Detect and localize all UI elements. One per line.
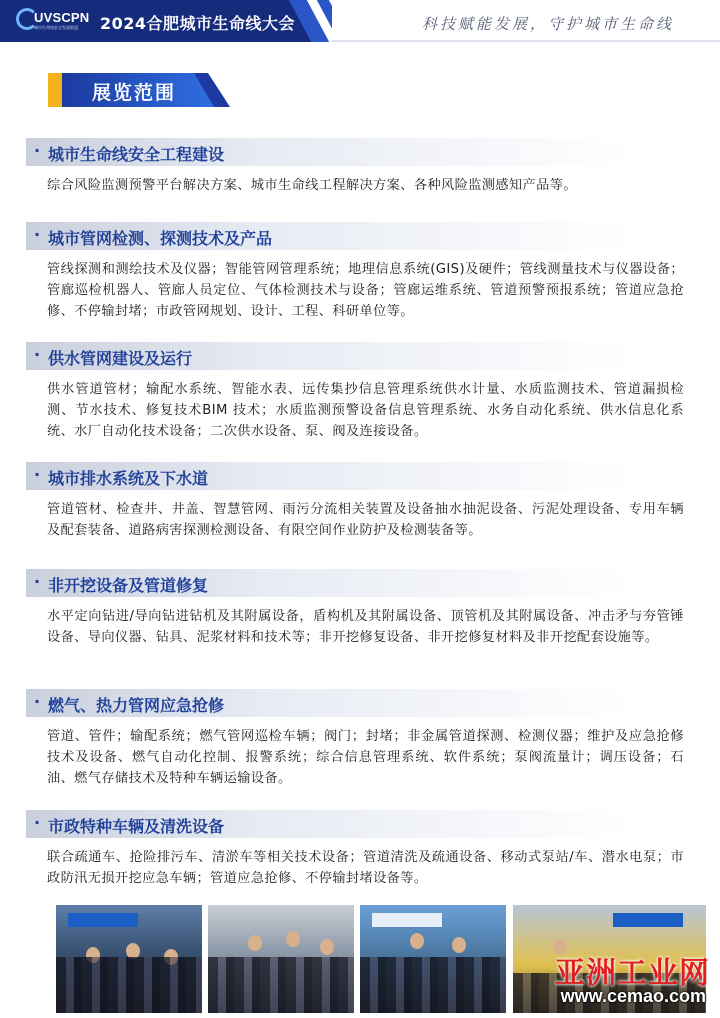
site-watermark [530, 948, 710, 1008]
section-banner [48, 73, 230, 107]
bullet-icon: · [34, 225, 41, 244]
category-title: 燃气、热力管网应急抢修 [48, 696, 225, 715]
category-header [26, 689, 698, 717]
category-description: 综合风险监测预警平台解决方案、城市生命线工程解决方案、各种风险监测感知产品等。 [47, 178, 577, 193]
logo-text: UVSCPN [34, 10, 90, 25]
category-header [26, 138, 698, 166]
booth-sign [68, 913, 138, 927]
category-title: 城市生命线安全工程建设 [48, 145, 225, 164]
visitor-figure [286, 931, 300, 947]
exhibition-photo [360, 905, 506, 1013]
category-title: 非开挖设备及管道修复 [48, 576, 209, 595]
watermark-url: www.cemao.com [560, 986, 706, 1006]
event-title: 2024合肥城市生命线大会 [100, 14, 296, 33]
page-header [0, 0, 720, 42]
category-description: 水平定向钻进/导向钻进钻机及其附属设备，盾构机及其附属设备、顶管机及其附属设备、冲击矛与夯管锤设备、导向仪器、钻具、泥浆材料和技术等；非开挖修复设备、非开挖修复材料及非开挖配套设施等。 [47, 609, 684, 645]
booth-sign [372, 913, 442, 927]
slogan: 科技赋能发展，守护城市生命线 [421, 15, 674, 33]
category-section [26, 222, 698, 322]
category-section [26, 569, 698, 648]
uvscpn-logo [16, 8, 90, 34]
bullet-icon: · [34, 345, 41, 364]
watermark-text: 亚洲工业网 [555, 956, 710, 991]
banner-accent [48, 73, 62, 107]
logo-subtext: 城市生命线安全发展联盟 [34, 25, 78, 30]
bullet-icon: · [34, 692, 41, 711]
bullet-icon: · [34, 465, 41, 484]
category-section [26, 689, 698, 789]
category-title: 城市排水系统及下水道 [48, 469, 209, 488]
category-description: 管道管材、检查井、井盖、智慧管网、雨污分流相关装置及设备抽水抽泥设备、污泥处理设备、专用车辆及配套装备、道路病害探测检测设备、有限空间作业防护及检测装备等。 [47, 502, 684, 538]
category-title: 市政特种车辆及清洗设备 [48, 817, 225, 836]
crowd-shape [56, 957, 202, 1013]
crowd-shape [360, 957, 506, 1013]
exhibition-photo [208, 905, 354, 1013]
bullet-icon: · [34, 141, 41, 160]
category-title: 城市管网检测、探测技术及产品 [48, 229, 273, 248]
exhibition-photo [56, 905, 202, 1013]
category-header [26, 569, 698, 597]
category-title: 供水管网建设及运行 [48, 349, 193, 368]
booth-sign [613, 913, 683, 927]
visitor-figure [410, 933, 424, 949]
category-section [26, 810, 698, 889]
category-header [26, 222, 698, 250]
crowd-shape [208, 957, 354, 1013]
category-description: 联合疏通车、抢险排污车、清淤车等相关技术设备；管道清洗及疏通设备、移动式泵站/车、潜水电泵；市政防汛无损开挖应急车辆；管道应急抢修、不停输封堵设备等。 [47, 850, 684, 886]
category-header [26, 810, 698, 838]
visitor-figure [248, 935, 262, 951]
bullet-icon: · [34, 813, 41, 832]
category-description: 管线探测和测绘技术及仪器；智能管网管理系统；地理信息系统(GIS)及硬件；管线测量技术与仪器设备；管廊巡检机器人、管廊人员定位、气体检测技术与设备；管廊运维系统、管道预警预报系统；管道应急抢修、不停输封堵；市政管网规划、设计、工程、科研单位等。 [47, 262, 684, 319]
banner-title: 展览范围 [92, 82, 177, 104]
visitor-figure [320, 939, 334, 955]
category-description: 供水管道管材；输配水系统、智能水表、远传集抄信息管理系统供水计量、水质监测技术、管道漏损检测、节水技术、修复技术BIM 技术；水质监测预警设备信息管理系统、水务自动化系统、供水信息化系统、水厂自动化技术设备；二次供水设备、泵、阀及连接设备。 [47, 382, 684, 439]
category-section [26, 138, 698, 196]
visitor-figure [452, 937, 466, 953]
category-section [26, 342, 698, 442]
category-header [26, 462, 698, 490]
bullet-icon: · [34, 572, 41, 591]
category-header [26, 342, 698, 370]
category-section [26, 462, 698, 541]
category-description: 管道、管件；输配系统；燃气管网巡检车辆；阀门；封堵；非金属管道探测、检测仪器；维护及应急抢修技术及设备、燃气自动化控制、报警系统；综合信息管理系统、软件系统；泵阀流量计；调压设备；石油、燃气存储技术及特种车辆运输设备。 [47, 729, 684, 786]
